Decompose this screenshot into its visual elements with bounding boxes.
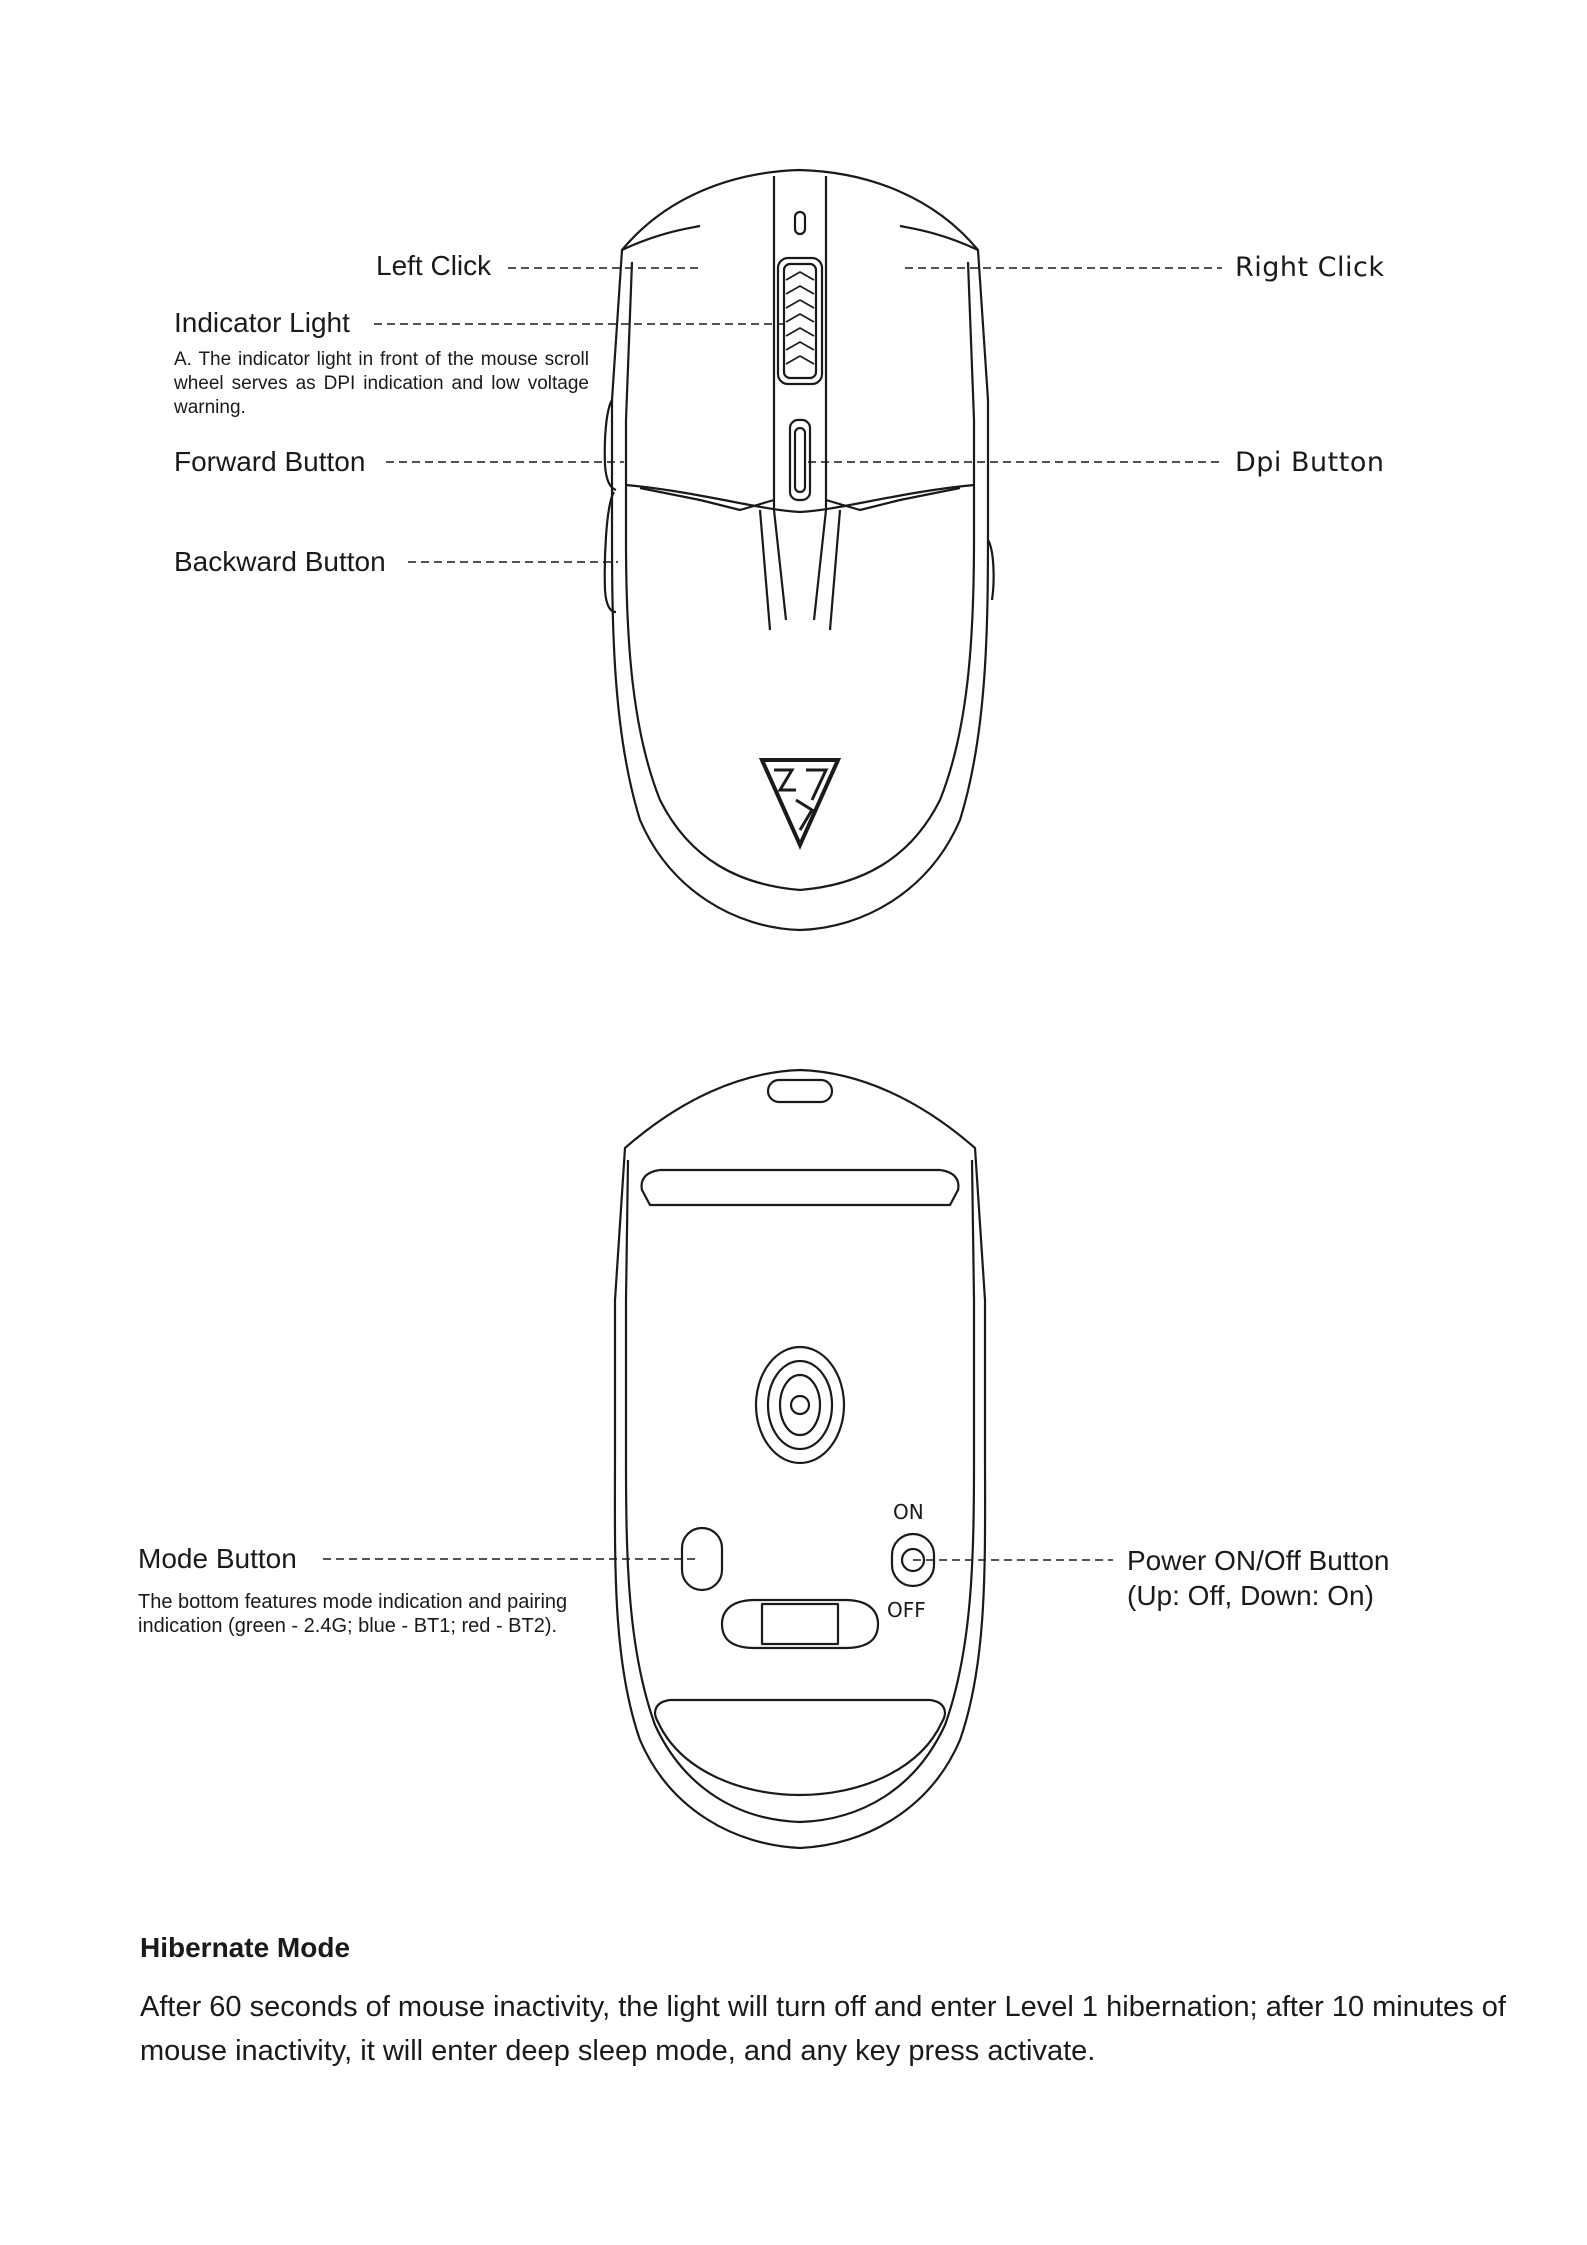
hibernate-mode-heading: Hibernate Mode xyxy=(140,1932,351,1963)
dpi-button-label: Dpi Button xyxy=(1235,447,1385,478)
switch-off-label: OFF xyxy=(887,1598,926,1622)
right-click-label: Right Click xyxy=(1235,252,1385,283)
hibernate-mode-text: After 60 seconds of mouse inactivity, the light will turn off and enter Level 1 hibernation; after 10 minutes of mouse inactivity, it will enter deep sleep mode, and any key press activate. xyxy=(140,1991,1506,2067)
mode-button-note: The bottom features mode indication and pairing indication (green - 2.4G; blue - BT1; red - BT2). xyxy=(138,1591,568,1637)
backward-button-label: Backward Button xyxy=(174,546,386,577)
mode-button-label: Mode Button xyxy=(138,1543,297,1574)
switch-on-label: ON xyxy=(893,1500,924,1524)
power-button-label: Power ON/Off Button xyxy=(1127,1545,1390,1576)
left-click-label: Left Click xyxy=(376,250,492,281)
indicator-light-label: Indicator Light xyxy=(174,307,350,338)
indicator-light-note: A. The indicator light in front of the mouse scroll wheel serves as DPI indication and low voltage warning. xyxy=(174,349,589,418)
power-button-sublabel: (Up: Off, Down: On) xyxy=(1127,1580,1374,1611)
forward-button-label: Forward Button xyxy=(174,446,366,477)
